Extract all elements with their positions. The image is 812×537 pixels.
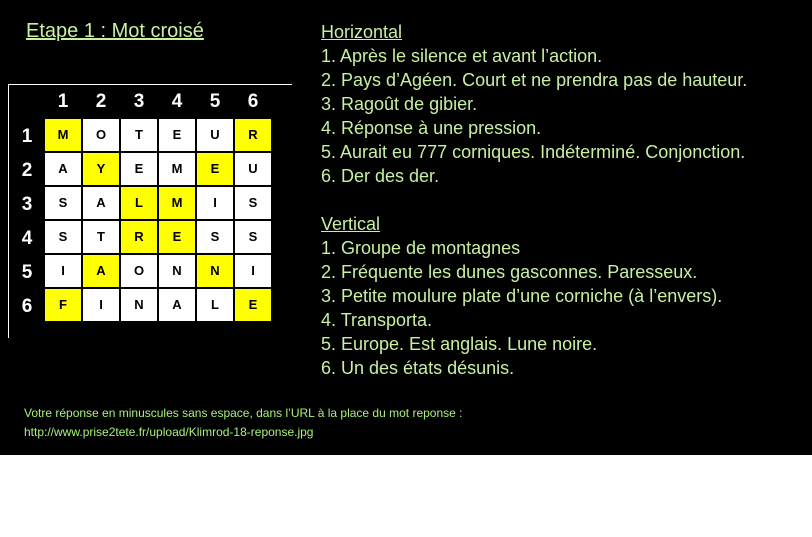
vertical-clue: 3. Petite moulure plate d’une corniche (à l’envers).: [321, 286, 723, 306]
grid-cell: A: [83, 255, 119, 287]
answer-instructions: Votre réponse en minuscules sans espace, dans l’URL à la place du mot reponse :: [24, 406, 463, 420]
grid-cell: U: [235, 153, 271, 185]
grid-cell: M: [45, 119, 81, 151]
vertical-clue: 6. Un des états désunis.: [321, 358, 515, 378]
grid-cell: O: [121, 255, 157, 287]
horizontal-clue: 5. Aurait eu 777 corniques. Indéterminé. Conjonction.: [321, 142, 746, 162]
grid-cell: A: [83, 187, 119, 219]
grid-cell: N: [197, 255, 233, 287]
grid-cell: E: [159, 221, 195, 253]
grid-cell: I: [197, 187, 233, 219]
vertical-clue: 1. Groupe de montagnes: [321, 238, 521, 258]
row-number: 4: [21, 228, 33, 249]
row-number: 1: [21, 126, 33, 147]
grid-cell: S: [45, 221, 81, 253]
column-number: 2: [95, 91, 107, 112]
horizontal-clue: 4. Réponse à une pression.: [321, 118, 542, 138]
grid-cell: S: [45, 187, 81, 219]
grid-cell: O: [83, 119, 119, 151]
vertical-clue: 5. Europe. Est anglais. Lune noire.: [321, 334, 598, 354]
row-number: 6: [21, 296, 33, 317]
row-number: 2: [21, 160, 33, 181]
grid-cell: S: [235, 221, 271, 253]
grid-cell: F: [45, 289, 81, 321]
crossword-grid: [44, 118, 274, 322]
grid-cell: T: [83, 221, 119, 253]
vertical-heading: Vertical: [321, 214, 381, 234]
vertical-clue: 2. Fréquente les dunes gasconnes. Paresseux.: [321, 262, 698, 282]
grid-cell: I: [45, 255, 81, 287]
grid-cell: E: [235, 289, 271, 321]
grid-cell: E: [159, 119, 195, 151]
grid-cell: N: [121, 289, 157, 321]
horizontal-clue: 3. Ragoût de gibier.: [321, 94, 478, 114]
row-number: 5: [21, 262, 33, 283]
row-number: 3: [21, 194, 33, 215]
grid-cell: S: [197, 221, 233, 253]
grid-cell: R: [235, 119, 271, 151]
answer-url: http://www.prise2tete.fr/upload/Klimrod-18-reponse.jpg: [24, 425, 314, 439]
column-number: 5: [209, 91, 221, 112]
horizontal-heading: Horizontal: [321, 22, 403, 42]
grid-cell: E: [121, 153, 157, 185]
grid-cell: E: [197, 153, 233, 185]
grid-cell: N: [159, 255, 195, 287]
grid-cell: L: [197, 289, 233, 321]
column-number: 6: [247, 91, 259, 112]
vertical-clue: 4. Transporta.: [321, 310, 433, 330]
grid-cell: R: [121, 221, 157, 253]
horizontal-clue: 2. Pays d’Agéen. Court et ne prendra pas de hauteur.: [321, 70, 748, 90]
grid-cell: M: [159, 187, 195, 219]
grid-cell: Y: [83, 153, 119, 185]
column-numbers: [44, 91, 274, 115]
grid-cell: A: [159, 289, 195, 321]
grid-cell: S: [235, 187, 271, 219]
horizontal-clue: 6. Der des der.: [321, 166, 440, 186]
horizontal-clue: 1. Après le silence et avant l’action.: [321, 46, 603, 66]
grid-left-divider: [8, 84, 9, 338]
column-number: 3: [133, 91, 145, 112]
column-number: 4: [171, 91, 183, 112]
page-title: Etape 1 : Mot croisé: [26, 20, 204, 42]
grid-cell: I: [83, 289, 119, 321]
grid-cell: A: [45, 153, 81, 185]
column-number: 1: [57, 91, 69, 112]
grid-cell: U: [197, 119, 233, 151]
grid-cell: M: [159, 153, 195, 185]
grid-cell: T: [121, 119, 157, 151]
row-numbers: [14, 120, 40, 350]
grid-cell: I: [235, 255, 271, 287]
grid-top-divider: [8, 84, 292, 85]
grid-cell: L: [121, 187, 157, 219]
